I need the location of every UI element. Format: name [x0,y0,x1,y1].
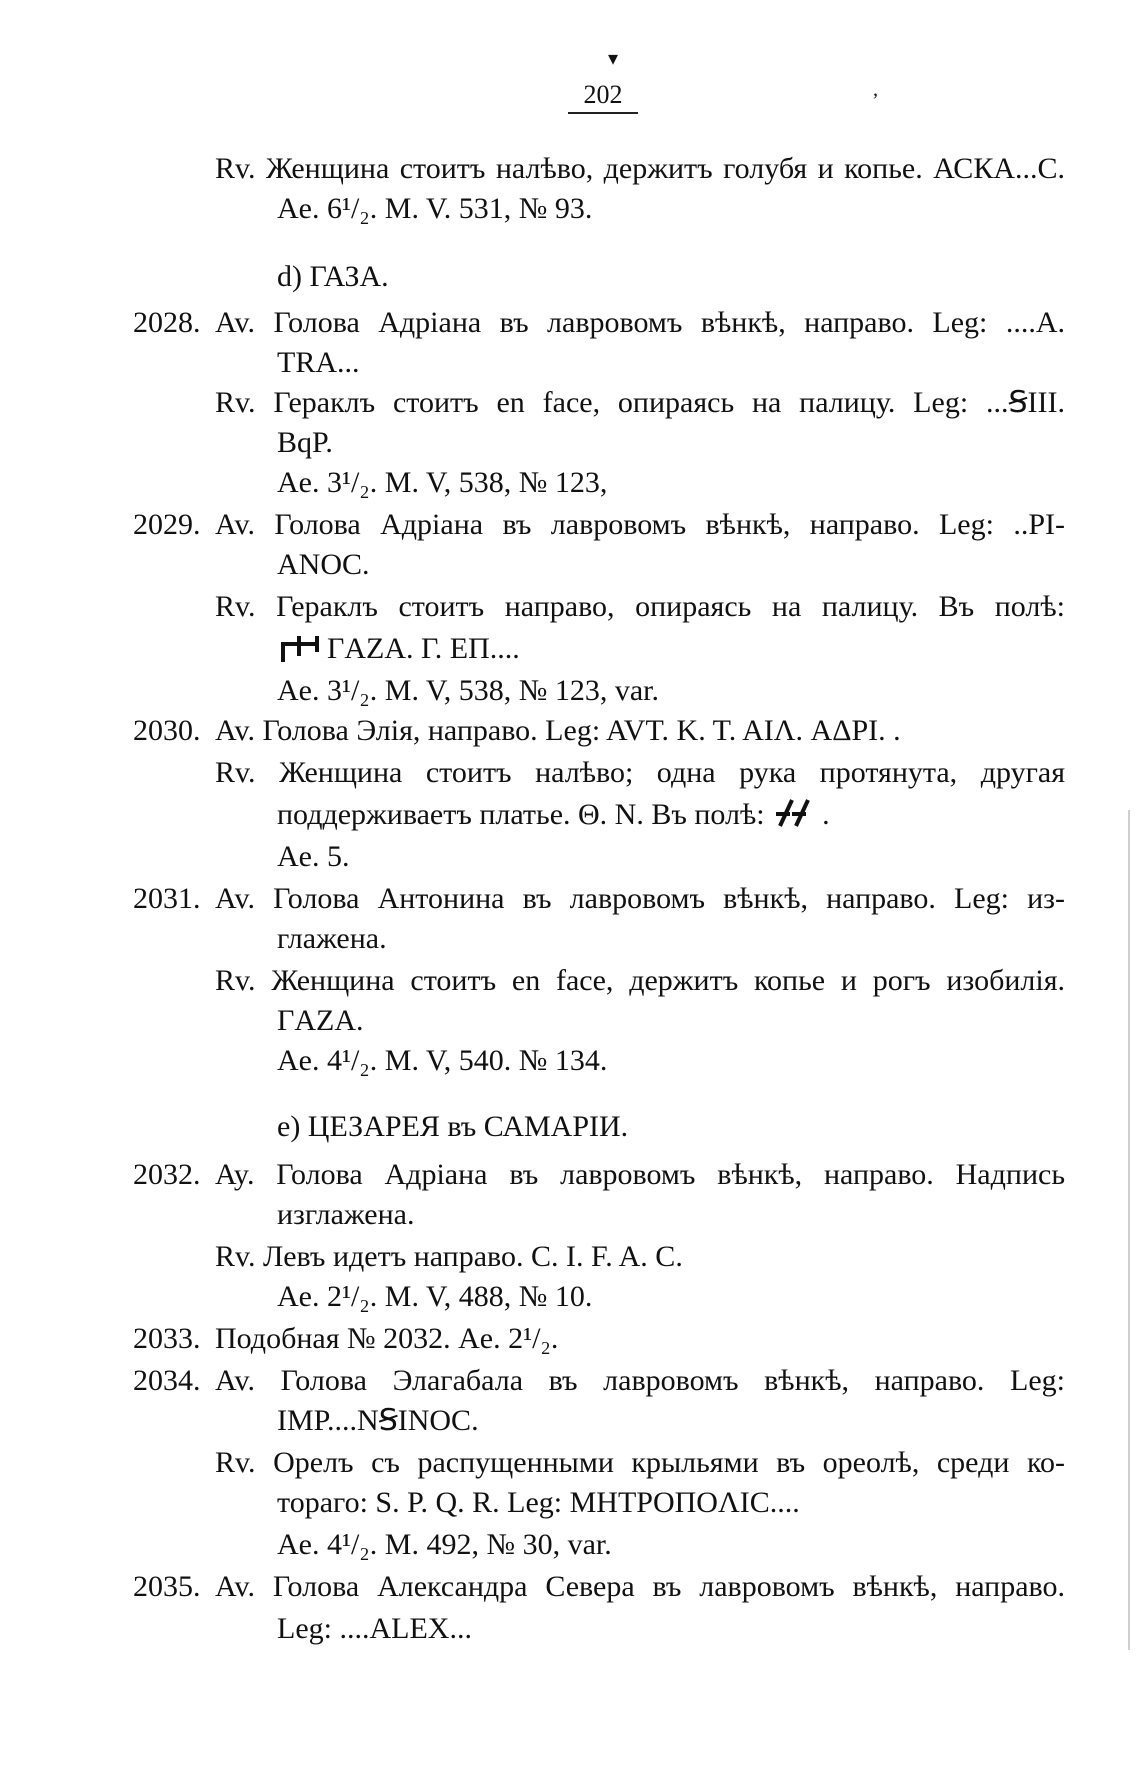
entry-number: 2033. [133,1322,201,1355]
text-line: Av. Голова Антонина въ лавровомъ вѣнкѣ, направо. Leg: из- [215,882,1065,915]
entry-number: 2034. [133,1364,201,1397]
text-line: Rv. Орелъ съ распущенными крыльями въ ореолѣ, среди ко- [215,1446,1065,1479]
text-line: Ae. 4¹/₂. M. 492, № 30, var. [277,1528,612,1561]
text-line: Leg: ....ALEX... [277,1612,472,1645]
text-line: Ae. 5. [277,840,350,873]
entry-number: 2032. [133,1158,201,1191]
text-line: Rv. Женщина стоитъ налѣво, держитъ голубя и копье. АСКА...С. [215,152,1065,185]
scan-edge-line [1128,810,1130,1650]
text-line: Ae. 3¹/₂. M. V, 538, № 123, var. [277,674,659,707]
monogram-legend: ΓAZA. Γ. ΕΠ.... [327,632,520,665]
text-line: Ay. Голова Адріана въ лавровомъ вѣнкѣ, направо. Надпись [215,1158,1065,1191]
text-line: Ae. 3¹/₂. M. V, 538, № 123, [277,466,608,499]
section-heading: d) ГАЗА. [277,260,389,293]
entry-number: 2031. [133,882,201,915]
text-line: Подобная № 2032. Ae. 2¹/₂. [215,1322,559,1355]
text-line: изглажена. [277,1198,415,1231]
entry-number: 2035. [133,1570,201,1603]
text-line: Rv. Женщина стоитъ налѣво; одна рука протянута, другая [215,756,1065,789]
text-line: Rv. Женщина стоитъ en face, держитъ копье и рогъ изобилія. [215,964,1065,997]
text-line: поддерживаетъ платье. Θ. N. Въ полѣ: . [277,798,830,831]
text-line [277,630,520,668]
text-line: Av. Голова Адріана въ лавровомъ вѣнкѣ, направо. Leg: ....A. [215,306,1065,339]
entry-number: 2028. [133,306,201,339]
text-line: BqP. [277,426,333,459]
text-line: Rv. Гераклъ стоитъ en face, опираясь на палицу. Leg: ...ꞨIII. [215,386,1065,419]
field-monogram-symbol [772,796,822,830]
text-line: глажена. [277,922,387,955]
text-line: тораго: S. P. Q. R. Leg: MHTPOΠOΛIC.... [277,1486,800,1519]
text-line: Av. Голова Элагабала въ лавровомъ вѣнкѣ, направо. Leg: [215,1364,1065,1397]
text-line: Rv. Левъ идетъ направо. C. I. F. A. C. [215,1240,683,1273]
scan-speck: ▾ [608,48,619,70]
page-number: 202 [568,80,638,114]
text-line: ΓAZA. [277,1004,364,1037]
text-line: Ae. 4¹/₂. M. V, 540. № 134. [277,1044,608,1077]
section-heading: e) ЦЕЗАРЕЯ въ САМАРІИ. [277,1110,629,1143]
scan-speck: ʼ [872,90,879,112]
text-line: ANOC. [277,548,370,581]
text-line: Av. Голова Адріана въ лавровомъ вѣнкѣ, направо. Leg: ..PI- [215,508,1065,541]
text-line: IMP....NꞨINOC. [277,1404,479,1437]
monogram-symbol [277,630,327,664]
text-line: Av. Голова Элія, направо. Leg: AVT. K. T. AIΛ. AΔPI. . [215,714,901,747]
entry-number: 2029. [133,508,201,541]
entry-number: 2030. [133,714,201,747]
text-line: TRA... [277,346,360,379]
text-line: Ae. 2¹/₂. M. V, 488, № 10. [277,1280,593,1313]
field-description: поддерживаетъ платье. Θ. N. Въ полѣ: [277,798,765,831]
text-line: Rv. Гераклъ стоитъ направо, опираясь на палицу. Въ полѣ: [215,590,1065,623]
text-line: Ae. 6¹/₂. M. V. 531, № 93. [277,192,593,225]
text-line: Av. Голова Александра Севера въ лавровомъ вѣнкѣ, направо. [215,1570,1065,1603]
